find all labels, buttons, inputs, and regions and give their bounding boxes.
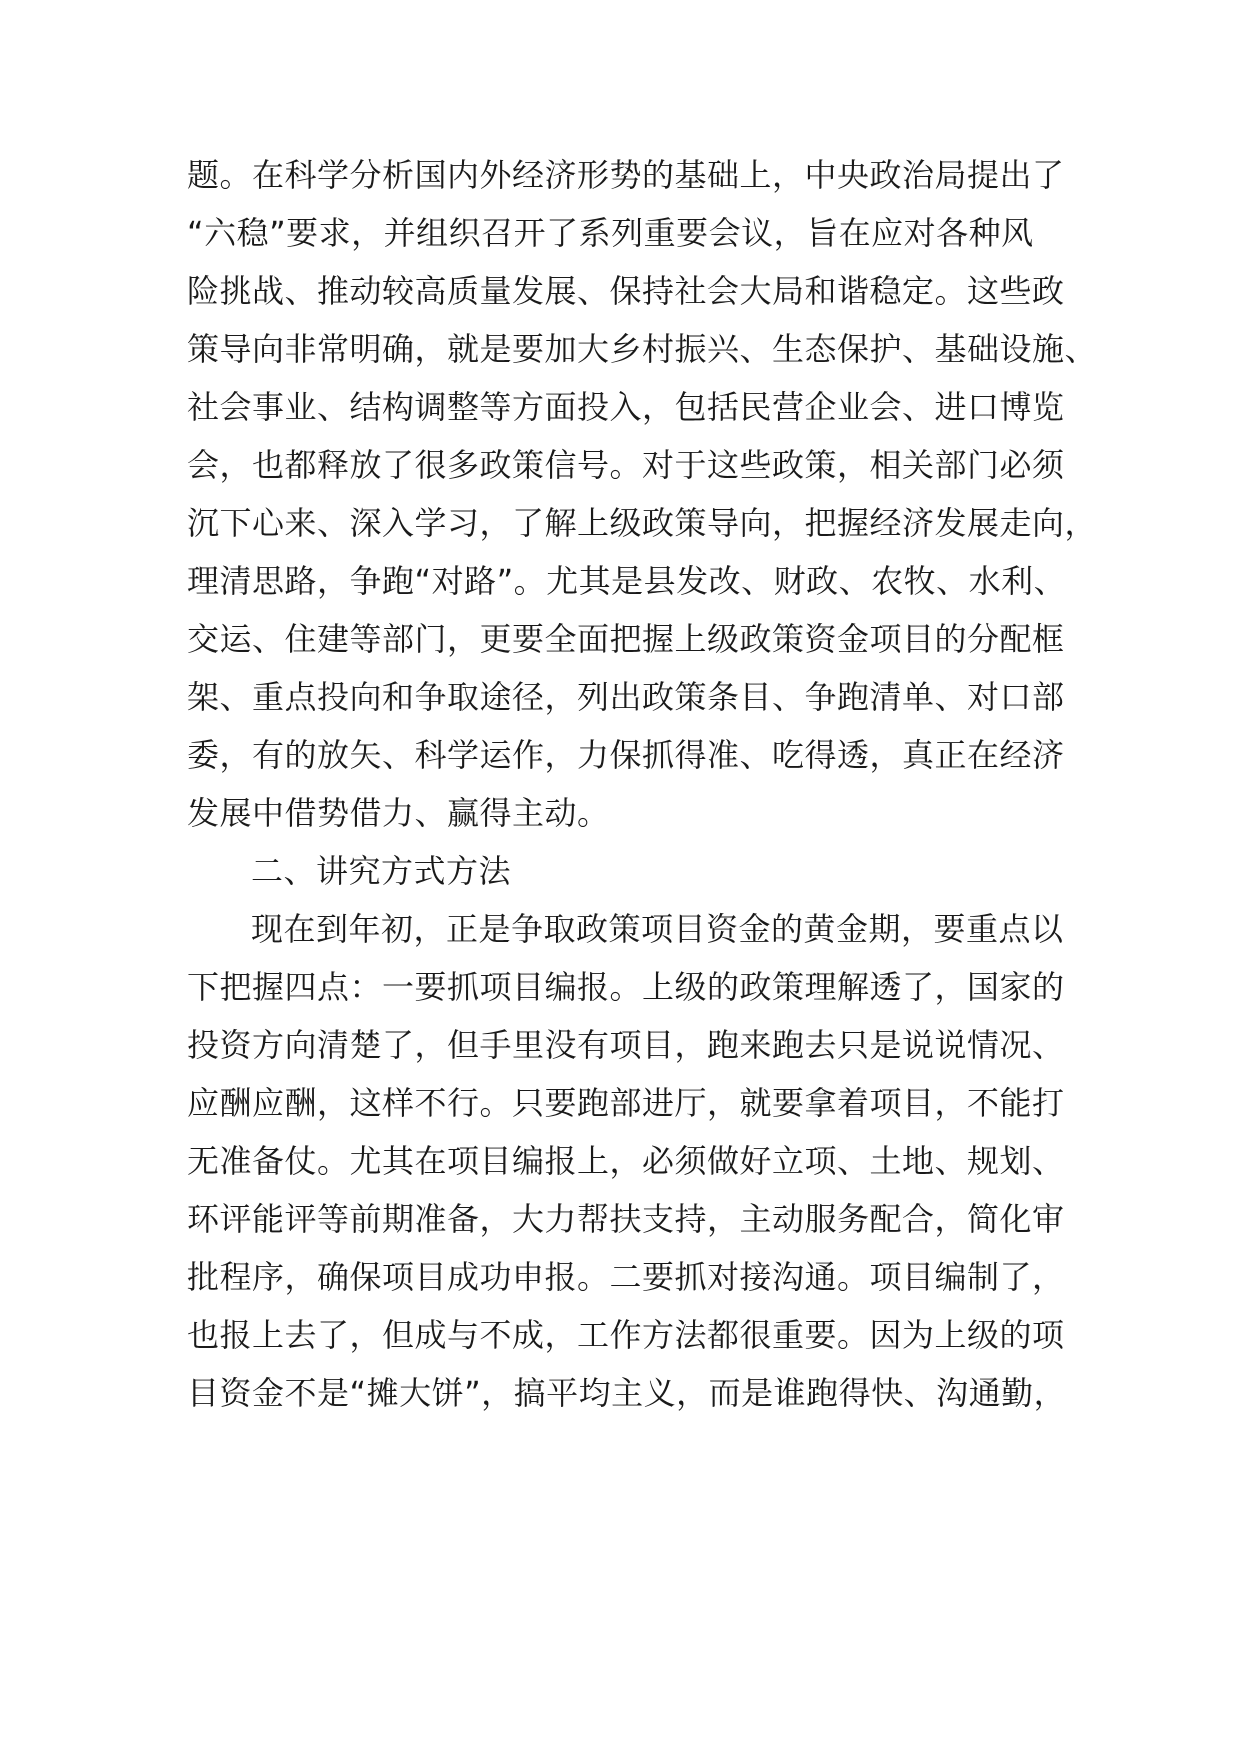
text-line-15: 下把握四点：一要抓项目编报。上级的政策理解透了，国家的 [187,968,1065,1006]
section-heading: 二、讲究方式方法 [251,852,512,890]
text-line-7: 沉下心来、深入学习，了解上级政策导向，把握经济发展走向， [187,504,1098,542]
text-line-14: 现在到年初，正是争取政策项目资金的黄金期，要重点以 [251,910,1064,948]
text-line-16: 投资方向清楚了，但手里没有项目，跑来跑去只是说说情况、 [187,1026,1065,1064]
text-line-19: 环评能评等前期准备，大力帮扶支持，主动服务配合，简化审 [187,1200,1065,1238]
text-line-8: 理清思路，争跑“对路”。尤其是县发改、财政、农牧、水利、 [187,562,1067,600]
text-line-21: 也报上去了，但成与不成，工作方法都很重要。因为上级的项 [187,1316,1065,1354]
text-line-17: 应酬应酬，这样不行。只要跑部进厅，就要拿着项目，不能打 [187,1084,1065,1122]
text-line-11: 委，有的放矢、科学运作，力保抓得准、吃得透，真正在经济 [187,736,1065,774]
text-line-10: 架、重点投向和争取途径，列出政策条目、争跑清单、对口部 [187,678,1065,716]
text-line-5: 社会事业、结构调整等方面投入，包括民营企业会、进口博览 [187,388,1065,426]
text-line-6: 会，也都释放了很多政策信号。对于这些政策，相关部门必须 [187,446,1065,484]
text-line-20: 批程序，确保项目成功申报。二要抓对接沟通。项目编制了， [187,1258,1065,1296]
text-line-12: 发展中借势借力、赢得主动。 [187,794,610,832]
text-line-3: 险挑战、推动较高质量发展、保持社会大局和谐稳定。这些政 [187,272,1065,310]
text-line-2: “六稳”要求，并组织召开了系列重要会议，旨在应对各种风 [187,214,1034,252]
text-line-18: 无准备仗。尤其在项目编报上，必须做好立项、土地、规划、 [187,1142,1065,1180]
text-line-1: 题。在科学分析国内外经济形势的基础上，中央政治局提出了 [187,156,1065,194]
text-line-22: 目资金不是“摊大饼”，搞平均主义，而是谁跑得快、沟通勤， [187,1374,1067,1412]
text-line-9: 交运、住建等部门，更要全面把握上级政策资金项目的分配框 [187,620,1065,658]
text-line-4: 策导向非常明确，就是要加大乡村振兴、生态保护、基础设施、 [187,330,1098,368]
